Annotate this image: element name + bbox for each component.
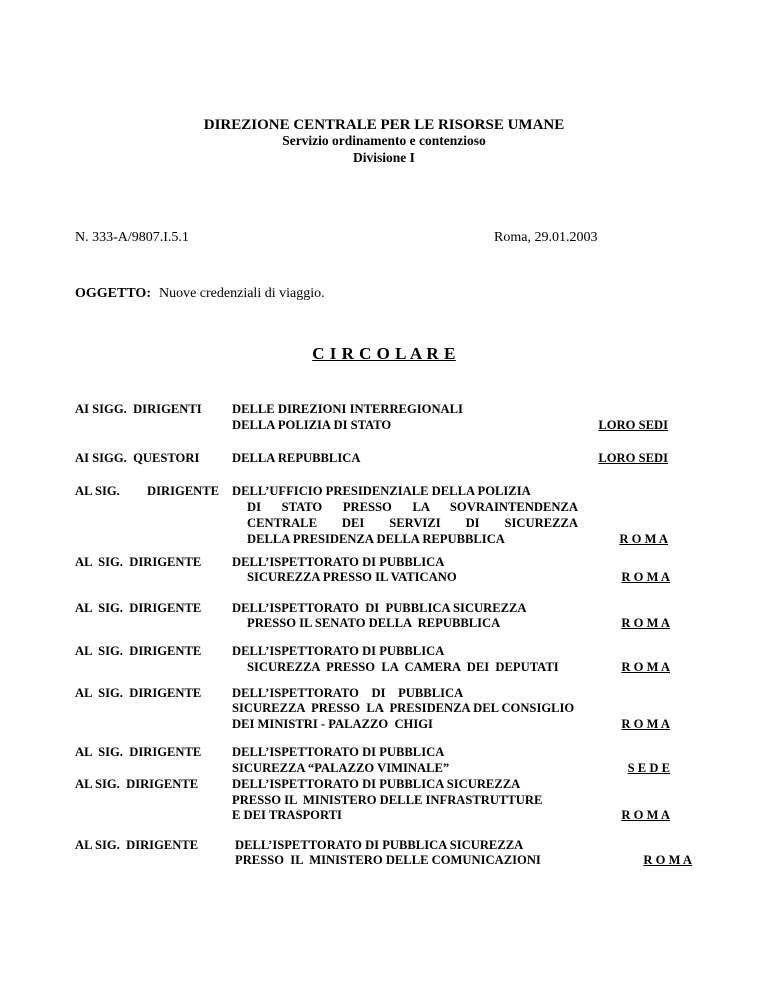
subject-text: Nuove credenziali di viaggio.: [158, 286, 325, 301]
recipient-label: AL SIG. DIRIGENTE: [75, 686, 202, 700]
recipient-location: R O M A: [621, 808, 670, 822]
service-heading: Servizio ordinamento e contenzioso: [282, 133, 486, 148]
recipient-line: DEI MINISTRI - PALAZZO CHIGI: [232, 717, 433, 731]
department-heading: DIREZIONE CENTRALE PER LE RISORSE UMANE: [203, 117, 565, 133]
recipient-location: R O M A: [643, 853, 692, 867]
recipient-location: R O M A: [619, 532, 668, 546]
recipient-location: R O M A: [621, 717, 670, 731]
recipient-label: AL SIG.: [75, 484, 120, 498]
recipient-line: SICUREZZA “PALAZZO VIMINALE”: [232, 761, 450, 775]
recipient-line: PRESSO IL MINISTERO DELLE INFRASTRUTTURE: [232, 793, 543, 807]
recipient-line: CENTRALE DEI SERVIZI DI SICUREZZA: [247, 516, 578, 530]
recipient-line: DELL’ISPETTORATO DI PUBBLICA: [232, 686, 464, 700]
recipient-label: AL SIG. DIRIGENTE: [75, 601, 202, 615]
recipient-line: DELLA REPUBBLICA: [232, 451, 361, 465]
recipient-location: LORO SEDI: [598, 451, 668, 465]
protocol-number: N. 333-A/9807.I.5.1: [75, 230, 189, 245]
subject-label: OGGETTO:: [75, 286, 151, 301]
recipient-line: PRESSO IL SENATO DELLA REPUBBLICA: [247, 616, 501, 630]
recipient-label-role: DIRIGENTE: [147, 484, 220, 498]
recipient-line: E DEI TRASPORTI: [232, 808, 342, 822]
recipient-line: DELL’ISPETTORATO DI PUBBLICA: [232, 555, 445, 569]
recipient-location: R O M A: [621, 616, 670, 630]
recipient-location: LORO SEDI: [598, 418, 668, 432]
recipient-line: DELL’ISPETTORATO DI PUBBLICA: [232, 745, 445, 759]
recipient-location: S E D E: [627, 761, 670, 775]
recipient-line: DELL’UFFICIO PRESIDENZIALE DELLA POLIZIA: [232, 484, 531, 498]
recipient-line: DELL’ISPETTORATO DI PUBBLICA SICUREZZA: [232, 777, 521, 791]
recipient-line: SICUREZZA PRESSO LA PRESIDENZA DEL CONSIGLIO: [232, 701, 575, 715]
subject-line: [75, 286, 325, 302]
document-date: Roma, 29.01.2003: [494, 230, 598, 245]
recipient-line: DELL’ISPETTORATO DI PUBBLICA SICUREZZA: [235, 838, 524, 852]
recipient-label: AL SIG. DIRIGENTE: [75, 555, 202, 569]
recipient-line: DELLA PRESIDENZA DELLA REPUBBLICA: [247, 532, 505, 546]
recipient-line: SICUREZZA PRESSO LA CAMERA DEI DEPUTATI: [247, 660, 559, 674]
recipient-label: AL SIG. DIRIGENTE: [75, 777, 199, 791]
recipient-location: R O M A: [621, 660, 670, 674]
circular-title: C I R C O L A R E: [312, 344, 456, 363]
recipient-label: AI SIGG. QUESTORI: [75, 451, 200, 465]
recipient-line: PRESSO IL MINISTERO DELLE COMUNICAZIONI: [235, 853, 541, 867]
recipient-line: DELLA POLIZIA DI STATO: [232, 418, 392, 432]
division-heading: Divisione I: [353, 150, 415, 165]
recipient-label: AL SIG. DIRIGENTE: [75, 644, 202, 658]
recipient-line: DELL’ISPETTORATO DI PUBBLICA SICUREZZA: [232, 601, 527, 615]
recipient-location: R O M A: [621, 570, 670, 584]
recipient-line: DELLE DIREZIONI INTERREGIONALI: [232, 402, 463, 416]
recipient-label: AL SIG. DIRIGENTE: [75, 745, 202, 759]
recipient-label: AI SIGG. DIRIGENTI: [75, 402, 202, 416]
recipient-line: SICUREZZA PRESSO IL VATICANO: [247, 570, 457, 584]
recipient-line: DELL’ISPETTORATO DI PUBBLICA: [232, 644, 445, 658]
recipient-label: AL SIG. DIRIGENTE: [75, 838, 199, 852]
recipient-line: DI STATO PRESSO LA SOVRAINTENDENZA: [247, 500, 578, 514]
